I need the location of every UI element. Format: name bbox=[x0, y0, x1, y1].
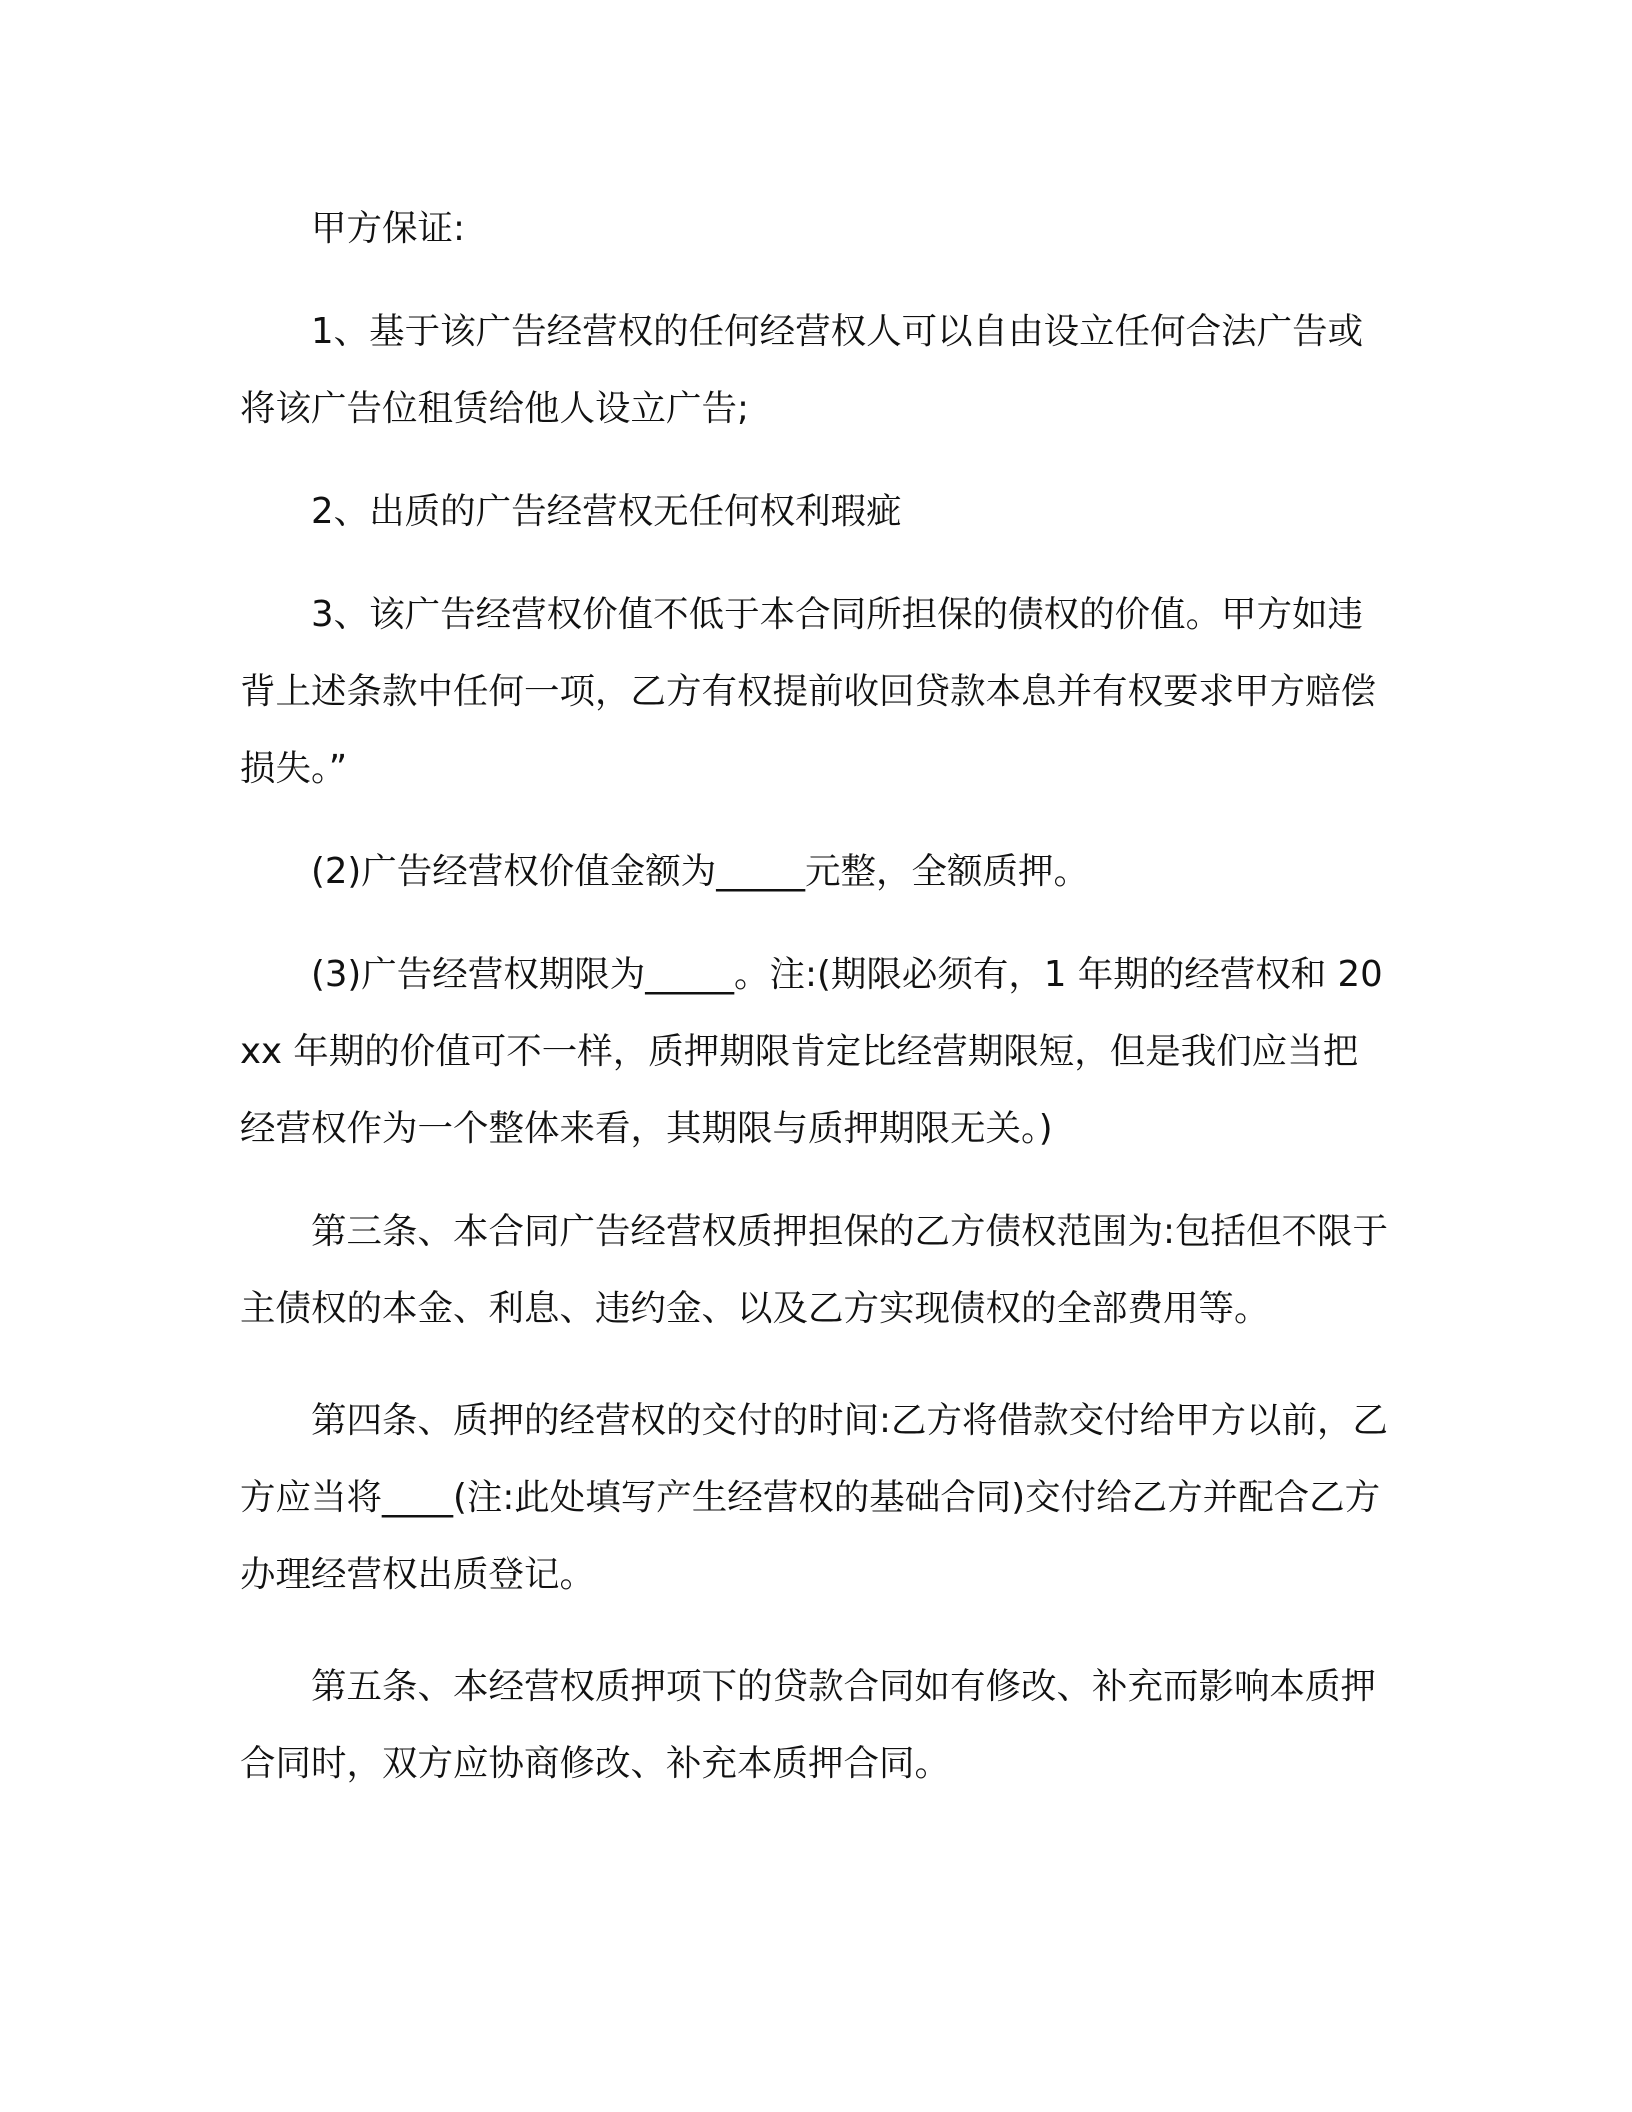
paragraph-guarantee-heading: 甲方保证: bbox=[311, 208, 465, 249]
document-page bbox=[240, 190, 1390, 1802]
paragraph-clause-2: 2、出质的广告经营权无任何权利瑕疵 bbox=[311, 491, 902, 532]
paragraph-clause-3: 3、该广告经营权价值不低于本合同所担保的债权的价值。甲方如违背上述条款中任何一项，乙方有权提前收回贷款本息并有权要求甲方赔偿损失。” bbox=[240, 594, 1377, 789]
paragraph-article-3: 第三条、本合同广告经营权质押担保的乙方债权范围为:包括但不限于主债权的本金、利息、违约金、以及乙方实现债权的全部费用等。 bbox=[240, 1211, 1388, 1329]
paragraph-term: (3)广告经营权期限为_____。注:(期限必须有，1 年期的经营权和 20xx 年期的价值可不一样，质押期限肯定比经营期限短，但是我们应当把经营权作为一个整体来看，其期限与质押期限无关。) bbox=[240, 954, 1383, 1149]
paragraph-clause-1: 1、基于该广告经营权的任何经营权人可以自由设立任何合法广告或将该广告位租赁给他人设立广告; bbox=[240, 311, 1364, 429]
paragraph-article-5: 第五条、本经营权质押项下的贷款合同如有修改、补充而影响本质押合同时，双方应协商修改、补充本质押合同。 bbox=[240, 1666, 1377, 1784]
paragraph-value-amount: (2)广告经营权价值金额为_____元整，全额质押。 bbox=[311, 851, 1090, 892]
paragraph-article-4: 第四条、质押的经营权的交付的时间:乙方将借款交付给甲方以前，乙方应当将____(注:此处填写产生经营权的基础合同)交付给乙方并配合乙方办理经营权出质登记。 bbox=[240, 1400, 1388, 1595]
